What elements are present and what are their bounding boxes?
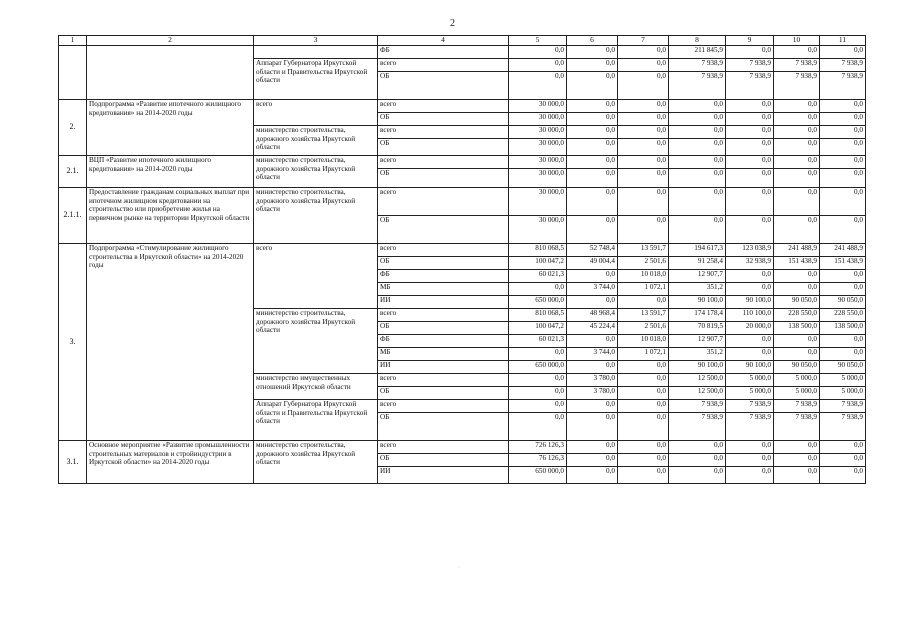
table-cell: 0,0 bbox=[509, 374, 567, 387]
table-cell: ОБ bbox=[378, 413, 509, 441]
table-cell: 0,0 bbox=[726, 454, 774, 467]
table-cell: 13 591,7 bbox=[618, 244, 669, 257]
table-cell: 7 938,9 bbox=[820, 72, 866, 100]
table-cell: ОБ bbox=[378, 113, 509, 126]
table-cell: 0,0 bbox=[567, 296, 618, 309]
table-cell: 100 047,2 bbox=[509, 257, 567, 270]
table-cell: 0,0 bbox=[618, 413, 669, 441]
table-cell: 0,0 bbox=[567, 72, 618, 100]
table-cell: 30 000,0 bbox=[509, 169, 567, 188]
table-cell: 123 038,9 bbox=[726, 244, 774, 257]
table-cell: 7 938,9 bbox=[726, 59, 774, 72]
table-cell: 0,0 bbox=[567, 467, 618, 484]
table-cell: 0,0 bbox=[567, 400, 618, 413]
table-cell: всего bbox=[378, 100, 509, 113]
header-cell: 1 bbox=[59, 36, 87, 46]
table-cell: Основное мероприятие «Развитие промышленности строительных материалов и стройиндустрии в Иркутской области» на 2014-2020 годы bbox=[87, 441, 254, 484]
table-cell: 241 488,9 bbox=[820, 244, 866, 257]
table-cell: 0,0 bbox=[509, 46, 567, 59]
page-number: 2 bbox=[450, 18, 455, 29]
table-cell: ОБ bbox=[378, 322, 509, 335]
table-cell: 138 500,0 bbox=[820, 322, 866, 335]
table-cell: 0,0 bbox=[618, 156, 669, 169]
table-cell: 1 072,1 bbox=[618, 283, 669, 296]
table-cell: 0,0 bbox=[618, 467, 669, 484]
table-cell: 810 068,5 bbox=[509, 244, 567, 257]
table-cell: 110 100,0 bbox=[726, 309, 774, 322]
table-cell: 0,0 bbox=[820, 188, 866, 216]
table-cell: 0,0 bbox=[774, 270, 820, 283]
table-cell: министерство строительства, дорожного хозяйства Иркутской области bbox=[254, 156, 378, 188]
table-cell: 5 000,0 bbox=[820, 387, 866, 400]
table-cell: 0,0 bbox=[509, 72, 567, 100]
table-cell: 0,0 bbox=[509, 348, 567, 361]
table-cell: 0,0 bbox=[820, 113, 866, 126]
budget-table bbox=[58, 35, 866, 484]
table-cell: министерство имущественных отношений Иркутской области bbox=[254, 374, 378, 400]
table-cell: 0,0 bbox=[618, 216, 669, 244]
table-cell: министерство строительства, дорожного хозяйства Иркутской области bbox=[254, 441, 378, 484]
table-cell: Аппарат Губернатора Иркутской области и Правительства Иркутской области bbox=[254, 400, 378, 441]
table-cell: 90 100,0 bbox=[726, 296, 774, 309]
table-cell: 0,0 bbox=[567, 169, 618, 188]
table-cell: 7 938,9 bbox=[669, 72, 726, 100]
table-cell: 0,0 bbox=[820, 270, 866, 283]
table-cell: министерство строительства, дорожного хозяйства Иркутской области bbox=[254, 188, 378, 244]
table-cell: 0,0 bbox=[669, 139, 726, 156]
table-cell: 0,0 bbox=[669, 441, 726, 454]
table-cell: 3.1. bbox=[59, 441, 87, 484]
table-cell: 0,0 bbox=[618, 46, 669, 59]
header-cell: 10 bbox=[774, 36, 820, 46]
table-cell: 48 968,4 bbox=[567, 309, 618, 322]
header-cell: 5 bbox=[509, 36, 567, 46]
table-row bbox=[59, 100, 866, 113]
table-cell: МБ bbox=[378, 348, 509, 361]
table-cell: всего bbox=[378, 400, 509, 413]
header-cell: 2 bbox=[87, 36, 254, 46]
table-cell: всего bbox=[378, 309, 509, 322]
table-cell: 0,0 bbox=[774, 113, 820, 126]
table-cell: всего bbox=[378, 374, 509, 387]
table-cell: ОБ bbox=[378, 72, 509, 100]
table-cell: 90 100,0 bbox=[726, 361, 774, 374]
table-cell: 0,0 bbox=[567, 188, 618, 216]
table-cell: ОБ bbox=[378, 216, 509, 244]
table-cell: 0,0 bbox=[726, 169, 774, 188]
table-cell: 0,0 bbox=[774, 283, 820, 296]
table-cell: 650 000,0 bbox=[509, 296, 567, 309]
table-cell: 3 780,0 bbox=[567, 374, 618, 387]
table-cell: 90 050,0 bbox=[820, 361, 866, 374]
table-cell: всего bbox=[378, 126, 509, 139]
table-cell: 0,0 bbox=[820, 139, 866, 156]
table-cell: 3 780,0 bbox=[567, 387, 618, 400]
table-cell: 0,0 bbox=[726, 113, 774, 126]
table-cell: 7 938,9 bbox=[669, 413, 726, 441]
table-cell: 5 000,0 bbox=[774, 387, 820, 400]
table-cell: 0,0 bbox=[820, 100, 866, 113]
table-cell: 0,0 bbox=[618, 59, 669, 72]
table-cell: 0,0 bbox=[618, 296, 669, 309]
table-cell: Подпрограмма «Стимулирование жилищного строительства в Иркутской области» на 2014-2020 годы bbox=[87, 244, 254, 441]
table-cell: ВЦП «Развитие ипотечного жилищного кредитования» на 2014-2020 годы bbox=[87, 156, 254, 188]
table-cell: 3. bbox=[59, 244, 87, 441]
table-cell: 3 744,0 bbox=[567, 348, 618, 361]
table-cell: 3 744,0 bbox=[567, 283, 618, 296]
table-cell: 0,0 bbox=[509, 413, 567, 441]
table-cell: 0,0 bbox=[774, 139, 820, 156]
table-cell: всего bbox=[378, 188, 509, 216]
table-cell: 1 072,1 bbox=[618, 348, 669, 361]
table-row bbox=[59, 441, 866, 454]
table-cell: 2.1.1. bbox=[59, 188, 87, 244]
table-row bbox=[59, 188, 866, 216]
table-cell: 100 047,2 bbox=[509, 322, 567, 335]
table-cell: 70 819,5 bbox=[669, 322, 726, 335]
table-cell: ИИ bbox=[378, 361, 509, 374]
table-cell: Подпрограмма «Развитие ипотечного жилищного кредитования» на 2014-2020 годы bbox=[87, 100, 254, 156]
table-cell: 12 500,0 bbox=[669, 387, 726, 400]
table-cell: 0,0 bbox=[726, 270, 774, 283]
table-cell: 0,0 bbox=[509, 400, 567, 413]
table-cell: 0,0 bbox=[774, 216, 820, 244]
table-cell: 0,0 bbox=[618, 374, 669, 387]
table-cell: 0,0 bbox=[669, 100, 726, 113]
table-cell: 0,0 bbox=[618, 188, 669, 216]
table-cell: 0,0 bbox=[774, 156, 820, 169]
table-cell: 30 000,0 bbox=[509, 113, 567, 126]
table-cell: 0,0 bbox=[567, 361, 618, 374]
table-cell: 0,0 bbox=[820, 467, 866, 484]
table-cell: 0,0 bbox=[726, 100, 774, 113]
table-cell: ОБ bbox=[378, 387, 509, 400]
table-cell: 12 907,7 bbox=[669, 335, 726, 348]
table-cell: 7 938,9 bbox=[820, 59, 866, 72]
header-cell: 4 bbox=[378, 36, 509, 46]
table-cell: 194 617,3 bbox=[669, 244, 726, 257]
table-cell: 0,0 bbox=[618, 387, 669, 400]
table-cell: 0,0 bbox=[820, 283, 866, 296]
table-cell: 174 178,4 bbox=[669, 309, 726, 322]
table-cell: 0,0 bbox=[618, 113, 669, 126]
table-cell: 0,0 bbox=[567, 413, 618, 441]
header-cell: 11 bbox=[820, 36, 866, 46]
table-cell: 0,0 bbox=[774, 188, 820, 216]
table-cell: 10 018,0 bbox=[618, 270, 669, 283]
table-cell: 0,0 bbox=[774, 169, 820, 188]
table-cell: 30 000,0 bbox=[509, 100, 567, 113]
table-cell: 0,0 bbox=[726, 156, 774, 169]
table-cell: ФБ bbox=[378, 46, 509, 59]
table-cell: 90 050,0 bbox=[774, 361, 820, 374]
table-cell: министерство строительства, дорожного хозяйства Иркутской области bbox=[254, 309, 378, 374]
table-cell: 0,0 bbox=[618, 126, 669, 139]
table-cell: ИИ bbox=[378, 467, 509, 484]
table-cell: 7 938,9 bbox=[774, 413, 820, 441]
table-cell: ФБ bbox=[378, 335, 509, 348]
table-cell: 7 938,9 bbox=[774, 59, 820, 72]
table-cell: 0,0 bbox=[618, 72, 669, 100]
table-cell: 0,0 bbox=[774, 126, 820, 139]
header-cell: 8 bbox=[669, 36, 726, 46]
table-cell: 2.1. bbox=[59, 156, 87, 188]
table-cell: 60 021,3 bbox=[509, 270, 567, 283]
table-cell: 351,2 bbox=[669, 348, 726, 361]
table-cell: 0,0 bbox=[820, 169, 866, 188]
table-cell: 0,0 bbox=[726, 441, 774, 454]
table-cell: 0,0 bbox=[669, 169, 726, 188]
table-cell: ОБ bbox=[378, 257, 509, 270]
header-cell: 3 bbox=[254, 36, 378, 46]
table-cell: 0,0 bbox=[774, 100, 820, 113]
table-cell: 0,0 bbox=[567, 126, 618, 139]
table-cell: 5 000,0 bbox=[774, 374, 820, 387]
table-cell: 2 501,6 bbox=[618, 322, 669, 335]
table-cell: 0,0 bbox=[726, 139, 774, 156]
table-cell: 0,0 bbox=[726, 467, 774, 484]
table-cell: 726 126,3 bbox=[509, 441, 567, 454]
table-cell: всего bbox=[378, 156, 509, 169]
table-cell: 0,0 bbox=[774, 467, 820, 484]
table-cell: 7 938,9 bbox=[726, 400, 774, 413]
table-cell: всего bbox=[254, 100, 378, 126]
table-cell: 7 938,9 bbox=[820, 413, 866, 441]
table-cell: 0,0 bbox=[618, 100, 669, 113]
table-cell: 0,0 bbox=[726, 46, 774, 59]
table-cell bbox=[59, 46, 87, 100]
table-cell: 810 068,5 bbox=[509, 309, 567, 322]
table-cell: 90 100,0 bbox=[669, 361, 726, 374]
table-cell: всего bbox=[378, 59, 509, 72]
table-cell: 0,0 bbox=[618, 454, 669, 467]
scan-speck: · bbox=[458, 565, 460, 571]
table-cell: 12 907,7 bbox=[669, 270, 726, 283]
table-cell: 0,0 bbox=[669, 467, 726, 484]
table-cell: 0,0 bbox=[820, 46, 866, 59]
table-cell: 650 000,0 bbox=[509, 361, 567, 374]
table-cell: 0,0 bbox=[669, 188, 726, 216]
table-cell bbox=[254, 46, 378, 59]
table-cell: 7 938,9 bbox=[820, 400, 866, 413]
table-cell: 0,0 bbox=[618, 169, 669, 188]
table-cell: 30 000,0 bbox=[509, 156, 567, 169]
table-cell: 5 000,0 bbox=[726, 374, 774, 387]
table-cell: 30 000,0 bbox=[509, 126, 567, 139]
table-row bbox=[59, 156, 866, 169]
table-cell: 0,0 bbox=[669, 113, 726, 126]
table-cell: 60 021,3 bbox=[509, 335, 567, 348]
table-cell: 30 000,0 bbox=[509, 139, 567, 156]
table-cell: 0,0 bbox=[618, 361, 669, 374]
table-cell: всего bbox=[378, 244, 509, 257]
table-cell: 0,0 bbox=[669, 216, 726, 244]
table-cell: 0,0 bbox=[509, 283, 567, 296]
table-cell: ОБ bbox=[378, 139, 509, 156]
header-cell: 9 bbox=[726, 36, 774, 46]
table-cell: 7 938,9 bbox=[669, 59, 726, 72]
table-cell: 90 050,0 bbox=[820, 296, 866, 309]
table-cell: 228 550,0 bbox=[820, 309, 866, 322]
table-row bbox=[59, 244, 866, 257]
table-cell: 0,0 bbox=[820, 441, 866, 454]
table-cell: 650 000,0 bbox=[509, 467, 567, 484]
table-cell: 49 004,4 bbox=[567, 257, 618, 270]
table-cell: 20 000,0 bbox=[726, 322, 774, 335]
table-cell: 0,0 bbox=[567, 113, 618, 126]
table-cell: 0,0 bbox=[726, 283, 774, 296]
table-cell: всего bbox=[378, 441, 509, 454]
table-cell: ОБ bbox=[378, 454, 509, 467]
table-cell: 7 938,9 bbox=[774, 400, 820, 413]
table-cell: 0,0 bbox=[618, 139, 669, 156]
table-cell: 0,0 bbox=[509, 59, 567, 72]
table-cell: 0,0 bbox=[820, 335, 866, 348]
table-cell: 0,0 bbox=[774, 454, 820, 467]
table-cell: 0,0 bbox=[726, 126, 774, 139]
table-cell: Аппарат Губернатора Иркутской области и Правительства Иркутской области bbox=[254, 59, 378, 100]
table-cell: 0,0 bbox=[567, 59, 618, 72]
table-cell: Предоставление гражданам социальных выплат при ипотечном жилищном кредитовании на строительство или приобретение жилья на первичном рынке на территории Иркутской области bbox=[87, 188, 254, 244]
table-cell: 0,0 bbox=[567, 156, 618, 169]
table-cell: 0,0 bbox=[567, 270, 618, 283]
table-cell: 76 126,3 bbox=[509, 454, 567, 467]
table-cell: 0,0 bbox=[820, 126, 866, 139]
table-cell: 0,0 bbox=[567, 441, 618, 454]
table-cell: 0,0 bbox=[567, 454, 618, 467]
table-cell: 5 000,0 bbox=[726, 387, 774, 400]
table-cell: 90 100,0 bbox=[669, 296, 726, 309]
table-cell: 138 500,0 bbox=[774, 322, 820, 335]
table-cell: 0,0 bbox=[726, 348, 774, 361]
table-cell: 0,0 bbox=[618, 400, 669, 413]
table-cell: 0,0 bbox=[774, 441, 820, 454]
table-cell: 0,0 bbox=[669, 454, 726, 467]
table-cell: всего bbox=[254, 244, 378, 309]
table-cell: 0,0 bbox=[820, 454, 866, 467]
table-cell: 0,0 bbox=[820, 156, 866, 169]
table-cell: 13 591,7 bbox=[618, 309, 669, 322]
table-cell: 0,0 bbox=[774, 348, 820, 361]
table-cell: 0,0 bbox=[567, 216, 618, 244]
table-cell: 5 000,0 bbox=[820, 374, 866, 387]
table-cell: 7 938,9 bbox=[726, 413, 774, 441]
header-cell: 6 bbox=[567, 36, 618, 46]
header-cell: 7 bbox=[618, 36, 669, 46]
table-cell: 0,0 bbox=[726, 188, 774, 216]
table-cell: 0,0 bbox=[820, 348, 866, 361]
header-row bbox=[59, 36, 866, 46]
table-cell: 0,0 bbox=[669, 126, 726, 139]
table-cell: 151 438,9 bbox=[774, 257, 820, 270]
table-cell: ФБ bbox=[378, 270, 509, 283]
table-cell: 30 000,0 bbox=[509, 188, 567, 216]
table-cell: 0,0 bbox=[618, 441, 669, 454]
table-cell: 7 938,9 bbox=[726, 72, 774, 100]
table-cell: 0,0 bbox=[726, 335, 774, 348]
table-cell: 0,0 bbox=[726, 216, 774, 244]
table-cell: 151 438,9 bbox=[820, 257, 866, 270]
table-cell bbox=[87, 46, 254, 100]
table-cell: 7 938,9 bbox=[669, 400, 726, 413]
table-cell: 90 050,0 bbox=[774, 296, 820, 309]
table-cell: 10 018,0 bbox=[618, 335, 669, 348]
table-cell: 0,0 bbox=[567, 46, 618, 59]
table-cell: 30 000,0 bbox=[509, 216, 567, 244]
table-cell: 7 938,9 bbox=[774, 72, 820, 100]
table-cell: 0,0 bbox=[774, 46, 820, 59]
table-row bbox=[59, 46, 866, 59]
table-cell: 351,2 bbox=[669, 283, 726, 296]
table-cell: 45 224,4 bbox=[567, 322, 618, 335]
table-cell: ИИ bbox=[378, 296, 509, 309]
table-cell: МБ bbox=[378, 283, 509, 296]
table-cell: 0,0 bbox=[567, 100, 618, 113]
table-cell: ОБ bbox=[378, 169, 509, 188]
table-cell: 52 748,4 bbox=[567, 244, 618, 257]
table-cell: 2 501,6 bbox=[618, 257, 669, 270]
table-cell: 0,0 bbox=[669, 156, 726, 169]
table-cell: 0,0 bbox=[774, 335, 820, 348]
table-cell: 0,0 bbox=[567, 139, 618, 156]
table-cell: 91 258,4 bbox=[669, 257, 726, 270]
table-cell: министерство строительства, дорожного хозяйства Иркутской области bbox=[254, 126, 378, 156]
table-cell: 12 500,0 bbox=[669, 374, 726, 387]
table-cell: 32 938,9 bbox=[726, 257, 774, 270]
table-cell: 211 845,9 bbox=[669, 46, 726, 59]
table-cell: 228 550,0 bbox=[774, 309, 820, 322]
table-cell: 241 488,9 bbox=[774, 244, 820, 257]
table-cell: 0,0 bbox=[509, 387, 567, 400]
table-cell: 0,0 bbox=[820, 216, 866, 244]
table-cell: 0,0 bbox=[567, 335, 618, 348]
table-cell: 2. bbox=[59, 100, 87, 156]
